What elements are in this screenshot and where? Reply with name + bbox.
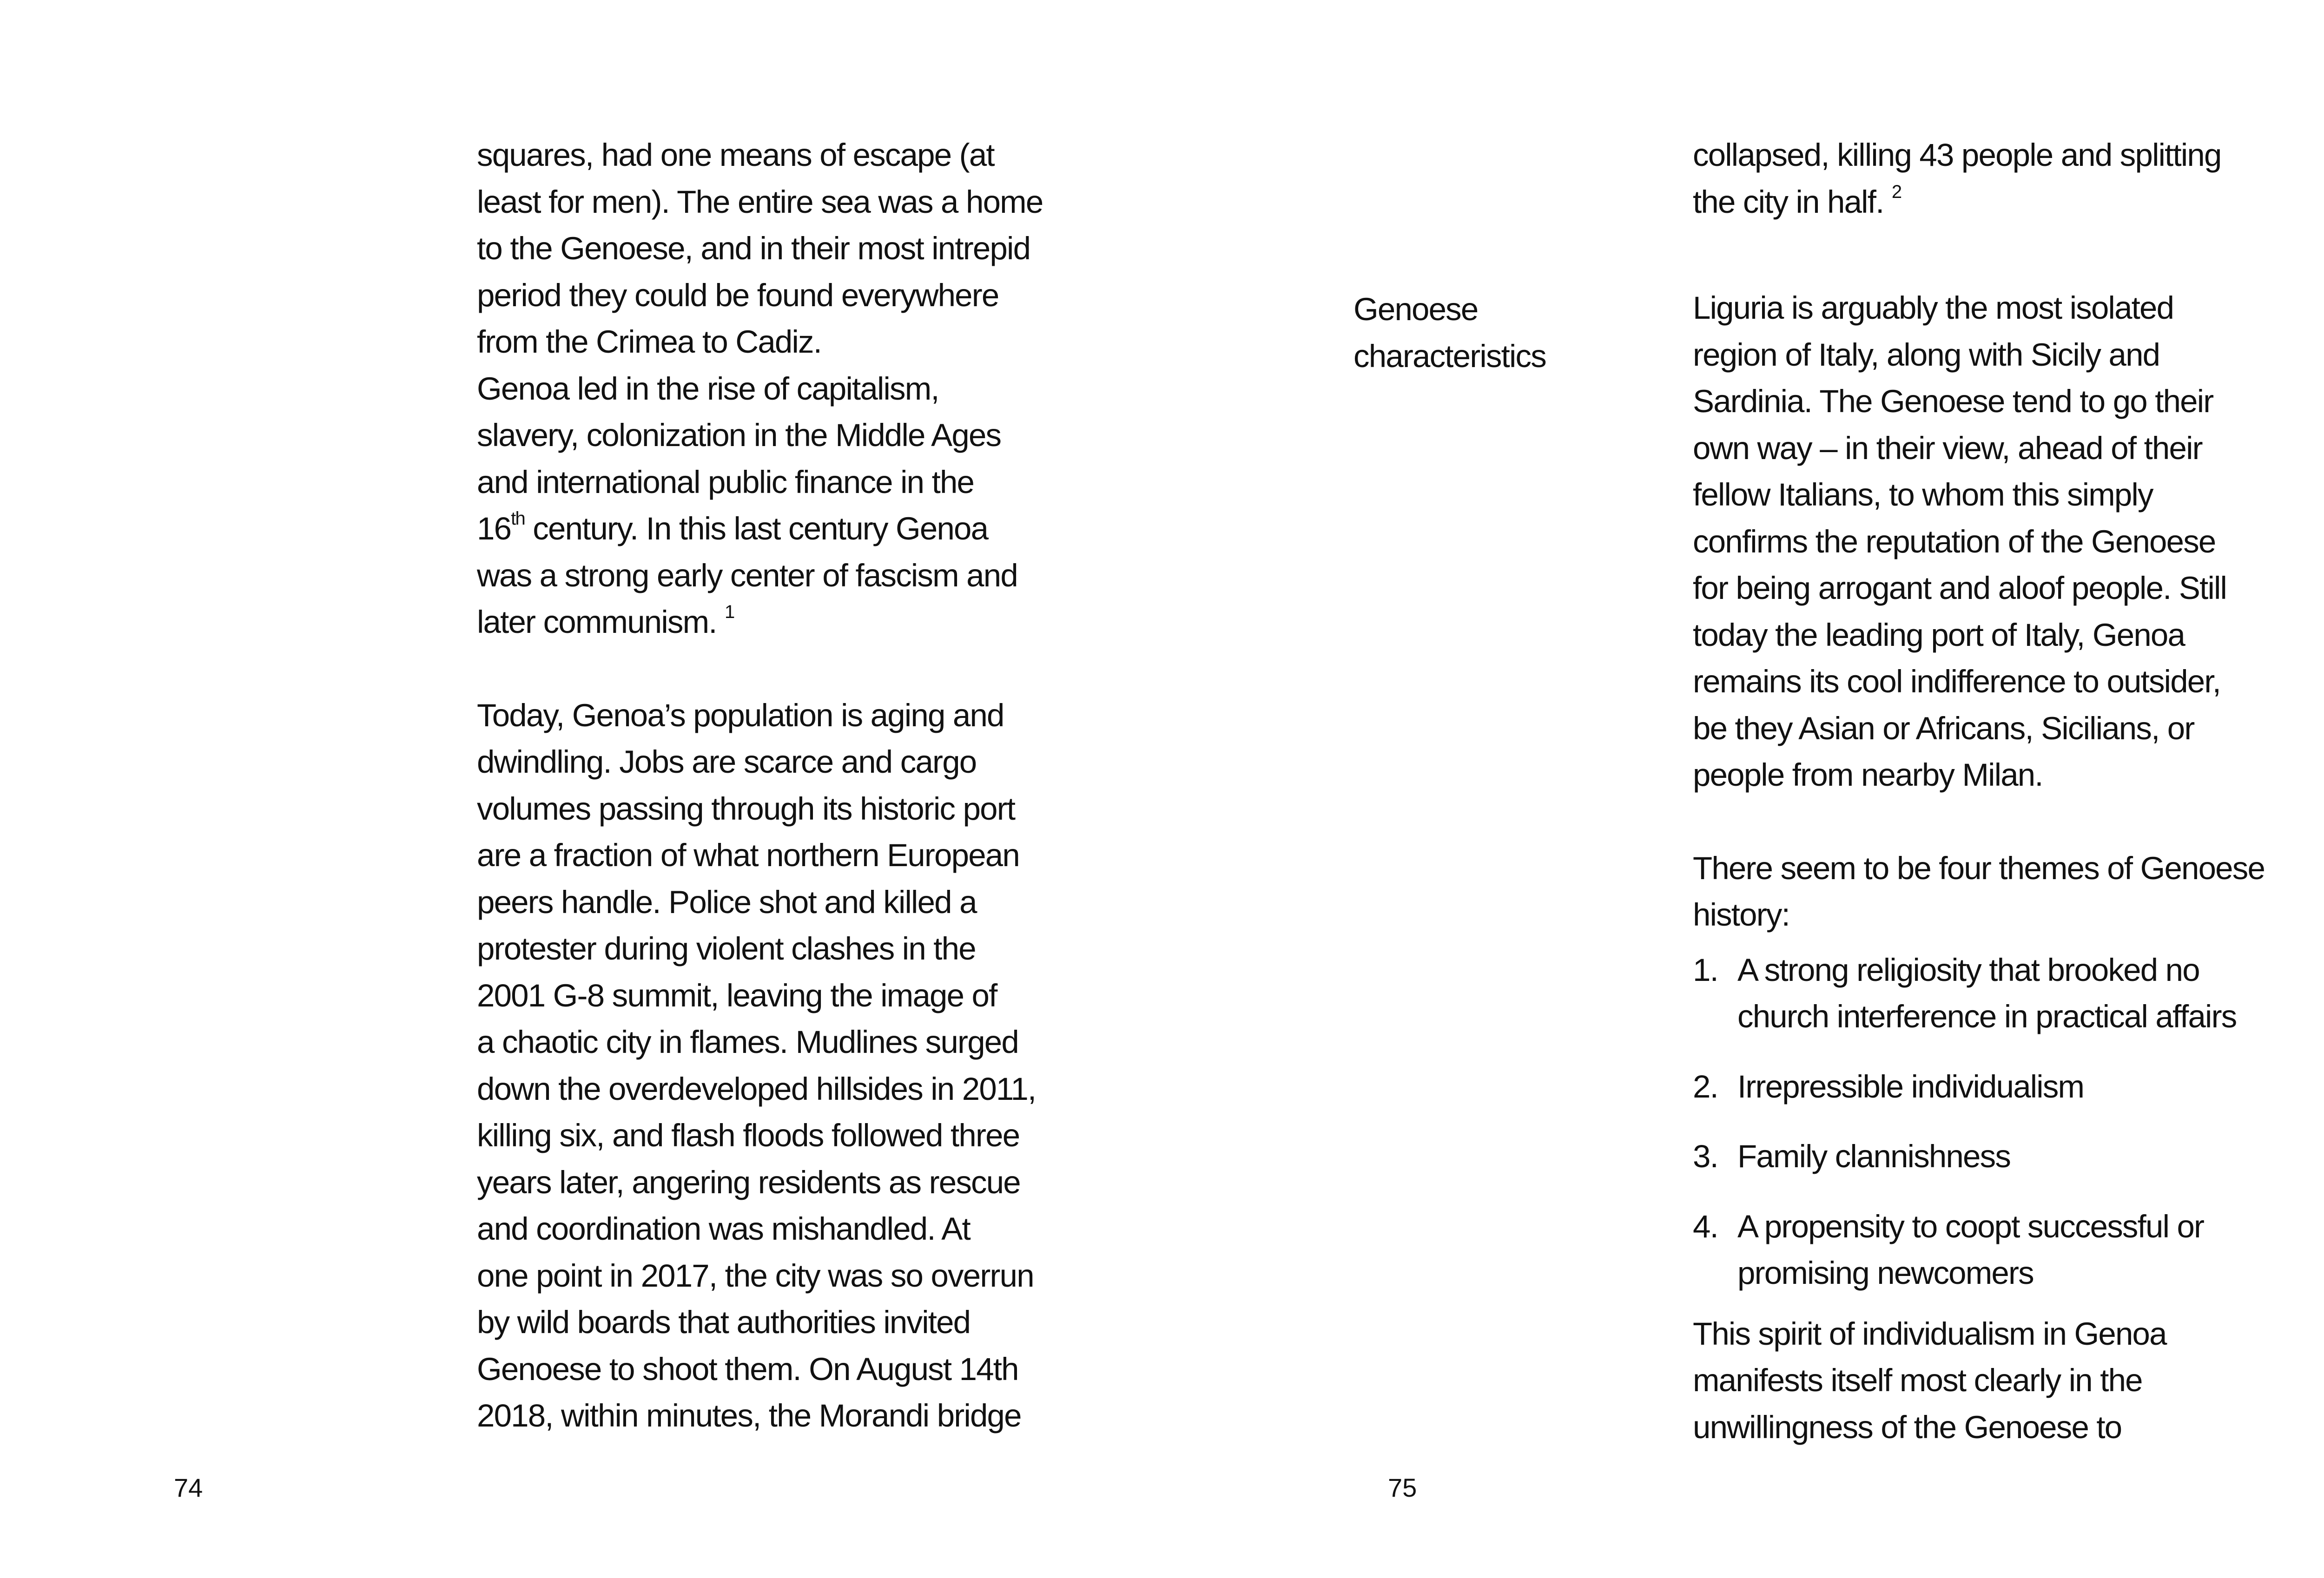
footnote-marker-1: 1 — [725, 602, 734, 622]
footnote-marker-2: 2 — [1891, 181, 1901, 202]
paragraph-individualism: This spirit of individualism in Genoa manifests itself most clearly in the unwillingness of the Genoese to — [1693, 1315, 2166, 1445]
right-page-body — [1693, 132, 2324, 1451]
list-item-text: A propensity to coopt successful or promising newcomers — [1737, 1208, 2204, 1291]
paragraph-today: Today, Genoa’s population is aging and dwindling. Jobs are scarce and cargo volumes passing through its historic port are a fraction of what northern European peers handle. Police shot and killed a protester during violent clashes in the 2001 G-8 summit, leaving the image of a chaotic city in flames. Mudlines surged down the overdeveloped hillsides in 2011, killing six, and flash floods followed three years later, angering residents as rescue and coordination was mishandled. At one point in 2017, the city was so overrun by wild boards that authorities invited Genoese to shoot them. On August 14th 2018, within minutes, the Morandi bridge — [477, 697, 1036, 1433]
themes-list — [1693, 947, 2324, 1297]
century-number: 16 — [477, 511, 511, 546]
list-item-number: 1. — [1693, 952, 1718, 988]
side-heading — [1353, 286, 1642, 380]
page-number-right: 75 — [1388, 1473, 1417, 1502]
page-number-left: 74 — [174, 1473, 203, 1502]
paragraph-liguria: Liguria is arguably the most isolated region of Italy, along with Sicily and Sardinia. The Genoese tend to go their own way – in their view, ahead of their fellow Italians, to whom this simply confirms the reputation of the Genoese for being arrogant and aloof people. Still today the leading port of Italy, Genoa remains its cool indifference to outsider, be they Asian or Africans, Sicilians, or people from nearby Milan. — [1693, 290, 2227, 793]
list-item — [1693, 1064, 2324, 1111]
paragraph-collapsed — [1693, 132, 2324, 225]
list-item — [1693, 1133, 2324, 1180]
left-page-body — [477, 132, 1128, 1440]
paragraph-sixteenth-century — [477, 506, 1128, 646]
century-suffix: th — [511, 508, 525, 529]
list-item-number: 2. — [1693, 1068, 1718, 1105]
list-item-number: 4. — [1693, 1208, 1718, 1244]
list-item-text: Irrepressible individualism — [1737, 1068, 2084, 1105]
paragraph-collapsed-text: collapsed, killing 43 people and splitting the city in half. — [1693, 137, 2221, 220]
list-item — [1693, 947, 2324, 1040]
themes-intro: There seem to be four themes of Genoese history: — [1693, 850, 2265, 933]
list-item-number: 3. — [1693, 1138, 1718, 1174]
paragraph-escape-and-capitalism: squares, had one means of escape (at least for men). The entire sea was a home to the Genoese, and in their most intrepid period they could be found everywhere from the Crimea to Cadiz. Genoa led in the rise of capitalism, slavery, colonization in the Middle Ages and international public finance in the — [477, 137, 1043, 500]
list-item-text: A strong religiosity that brooked no church interference in practical affairs — [1737, 952, 2237, 1034]
right-page — [1208, 0, 2324, 1578]
list-item-text: Family clannishness — [1737, 1138, 2011, 1174]
list-item — [1693, 1203, 2324, 1297]
paragraph-sixteenth-century-text: century. In this last century Genoa was a strong early center of fascism and later communism. — [477, 511, 1017, 640]
side-heading-text: Genoese characteristics — [1353, 291, 1546, 374]
